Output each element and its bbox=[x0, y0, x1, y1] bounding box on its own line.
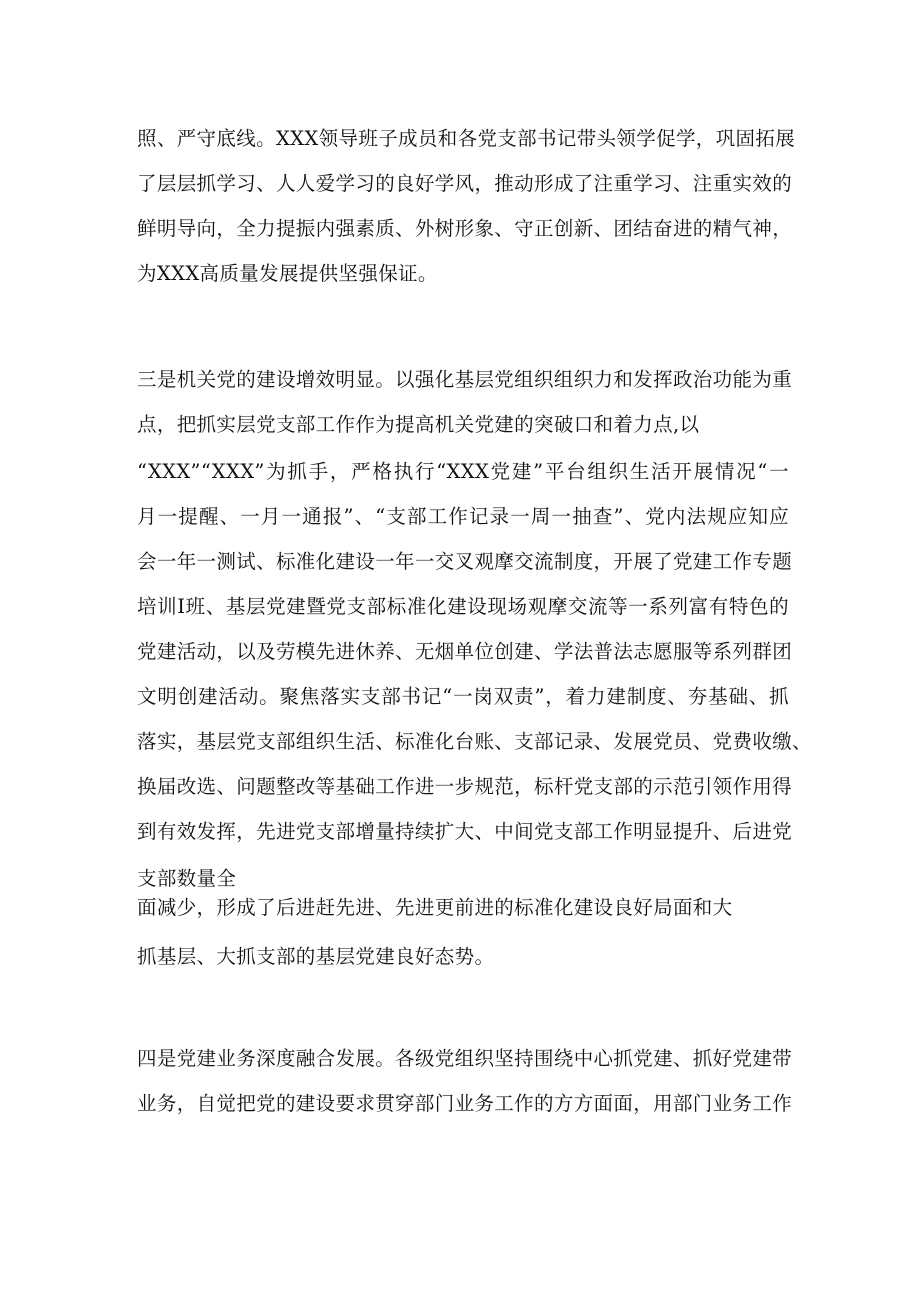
paragraph-2-line-3: “XXX”“XXX”为抓手，严格执行“XXX党建”平台组织生活开展情况“一 bbox=[137, 460, 789, 483]
paragraph-2-line-14: 抓基层、大抓支部的基层党建良好态势。 bbox=[137, 945, 495, 968]
paragraph-2-line-2: 点，把抓实层党支部工作作为提高机关党建的突破口和着力点,以 bbox=[137, 413, 700, 436]
paragraph-2-line-7: 党建活动，以及劳模先进休养、无烟单位创建、学法普法志愿服等系列群团 bbox=[137, 640, 793, 663]
paragraph-2-line-4: 月一提醒、一月一通报”、“支部工作记录一周一抽查”、党内法规应知应 bbox=[137, 505, 789, 528]
paragraph-1-line-3: 鲜明导向，全力提振内强素质、外树形象、守正创新、团结奋进的精气神， bbox=[137, 217, 793, 240]
paragraph-2-line-6: 培训I班、基层党建暨党支部标准化建设现场观摩交流等一系列富有特色的 bbox=[137, 595, 789, 618]
paragraph-1-line-2: 了层层抓学习、人人爱学习的良好学风，推动形成了注重学习、注重实效的 bbox=[137, 172, 793, 195]
paragraph-2-line-1: 三是机关党的建设增效明显。以强化基层党组织组织力和发挥政治功能为重 bbox=[137, 368, 793, 391]
paragraph-2-line-10: 换届改选、问题整改等基础工作进一步规范，标杆党支部的示范引领作用得 bbox=[137, 775, 793, 798]
paragraph-2-line-12: 支部数量全 bbox=[137, 867, 237, 890]
paragraph-2-line-9: 落实，基层党支部组织生活、标准化台账、支部记录、发展党员、党费收缴、 bbox=[137, 730, 812, 753]
paragraph-2-line-5: 会一年一测试、标准化建设一年一交叉观摩交流制度，开展了党建工作专题 bbox=[137, 550, 793, 573]
paragraph-1-line-1: 照、严守底线。XXX领导班子成员和各党支部书记带头领学促学，巩固拓展 bbox=[137, 127, 796, 150]
paragraph-1-line-4: 为XXX高质量发展提供坚强保证。 bbox=[137, 262, 438, 285]
paragraph-2-line-13: 面减少，形成了后进赶先进、先进更前进的标准化建设良好局面和大 bbox=[137, 896, 733, 919]
paragraph-2-line-8: 文明创建活动。聚焦落实支部书记“一岗双责”，着力建制度、夯基础、抓 bbox=[137, 685, 789, 708]
paragraph-3-line-2: 业务，自觉把党的建设要求贯穿部门业务工作的方方面面，用部门业务工作 bbox=[137, 1092, 793, 1115]
paragraph-3-line-1: 四是党建业务深度融合发展。各级党组织坚持围绕中心抓党建、抓好党建带 bbox=[137, 1047, 793, 1070]
paragraph-2-line-11: 到有效发挥，先进党支部增量持续扩大、中间党支部工作明显提升、后进党 bbox=[137, 820, 793, 843]
